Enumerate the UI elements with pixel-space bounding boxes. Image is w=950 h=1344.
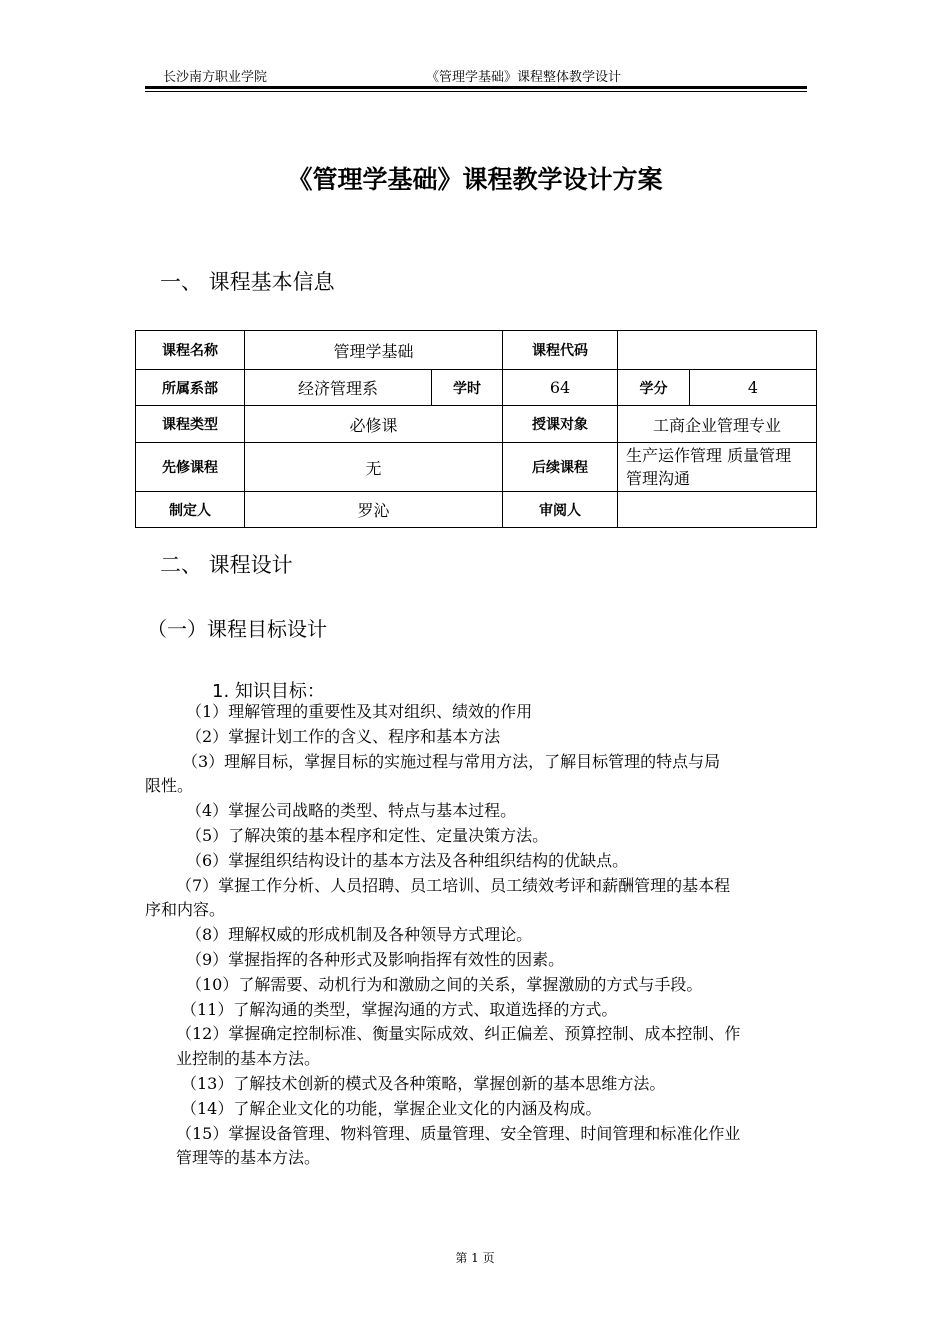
followup-label: 后续课程 [503,443,618,492]
document-title: 《管理学基础》课程教学设计方案 [287,165,663,194]
hours-label: 学时 [432,370,503,406]
list-item: （8）理解权威的形成机制及各种领导方式理论。 [186,925,533,944]
course-name-label: 课程名称 [136,331,245,370]
followup-value: 生产运作管理 质量管理 管理沟通 [618,443,817,492]
credits-value: 4 [690,370,817,406]
header-rule-thick [145,86,807,89]
list-item: （2）掌握计划工作的含义、程序和基本方法 [186,727,501,746]
course-type-label: 课程类型 [136,406,245,443]
page-header [145,64,807,84]
course-code-label: 课程代码 [503,331,618,370]
list-item: 序和内容。 [145,900,226,919]
list-item: （7）掌握工作分析、人员招聘、员工培训、员工绩效考评和薪酬管理的基本程 [176,876,731,895]
list-item: （5）了解决策的基本程序和定性、定量决策方法。 [186,826,549,845]
credits-label: 学分 [618,370,690,406]
dept-value: 经济管理系 [245,370,432,406]
course-name-value: 管理学基础 [245,331,503,370]
table-row [136,406,817,443]
list-item: （4）掌握公司战略的类型、特点与基本过程。 [186,801,517,820]
list-item: 管理等的基本方法。 [176,1148,321,1167]
list-item: （15）掌握设备管理、物料管理、质量管理、安全管理、时间管理和标准化作业 [176,1124,741,1143]
table-row [136,331,817,370]
audience-value: 工商企业管理专业 [618,406,817,443]
list-item: （6）掌握组织结构设计的基本方法及各种组织结构的优缺点。 [186,851,629,870]
subsection-heading-goals: （一）课程目标设计 [147,617,327,641]
list-item: （3）理解目标，掌握目标的实施过程与常用方法，了解目标管理的特点与局 [182,752,721,771]
reviewer-label: 审阅人 [503,492,618,528]
list-item: 限性。 [145,776,194,795]
table-row [136,370,817,406]
dept-label: 所属系部 [136,370,245,406]
table-row [136,492,817,528]
list-item: （1）理解管理的重要性及其对组织、绩效的作用 [186,702,533,721]
list-item: （10）了解需要、动机行为和激励之间的关系，掌握激励的方式与手段。 [186,975,703,994]
prereq-label: 先修课程 [136,443,245,492]
knowledge-goals-heading: 1. 知识目标： [212,681,325,702]
author-label: 制定人 [136,492,245,528]
list-item: （9）掌握指挥的各种形式及影响指挥有效性的因素。 [186,950,565,969]
header-doc-title: 《管理学基础》课程整体教学设计 [426,70,622,85]
list-item: 业控制的基本方法。 [176,1049,321,1068]
list-item: （11）了解沟通的类型，掌握沟通的方式、取道选择的方式。 [181,1000,618,1019]
reviewer-value [618,492,817,528]
page-number: 第 1 页 [455,1251,495,1265]
list-item: （12）掌握确定控制标准、衡量实际成效、纠正偏差、预算控制、成本控制、作 [176,1024,741,1043]
section-heading-course-design: 二、 课程设计 [160,553,293,577]
header-school: 长沙南方职业学院 [163,70,268,85]
table-row [136,443,817,492]
audience-label: 授课对象 [503,406,618,443]
prereq-value: 无 [245,443,503,492]
list-item: （13）了解技术创新的模式及各种策略，掌握创新的基本思维方法。 [181,1074,666,1093]
hours-value: 64 [503,370,618,406]
list-item: （14）了解企业文化的功能，掌握企业文化的内涵及构成。 [181,1099,602,1118]
course-type-value: 必修课 [245,406,503,443]
course-code-value [618,331,817,370]
section-heading-basic-info: 一、 课程基本信息 [160,270,335,294]
author-value: 罗沁 [245,492,503,528]
header-rule-thin [145,91,807,92]
course-info-table [135,330,817,528]
